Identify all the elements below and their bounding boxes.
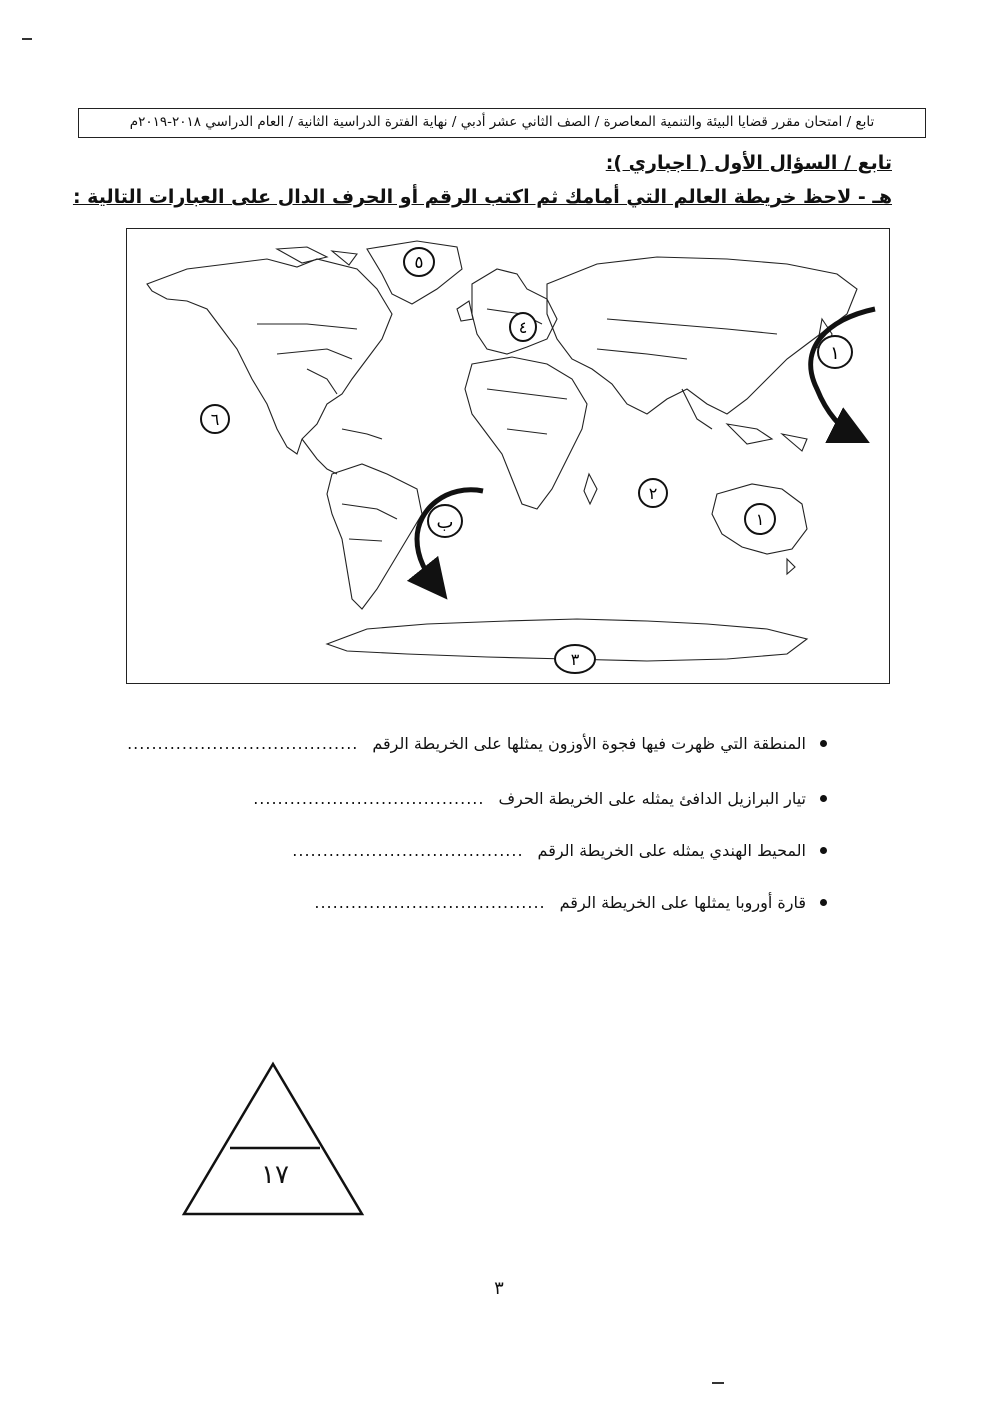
north-america-outline: [147, 259, 392, 454]
bullet-icon: [820, 740, 827, 747]
map-label-5: [404, 248, 434, 276]
answer-blank[interactable]: ......................................: [127, 734, 359, 753]
statement-text: المحيط الهندي يمثله على الخريطة الرقم: [537, 841, 806, 860]
question-title: تابع / السؤال الأول ( اجباري ):: [605, 152, 892, 174]
statement-item: [314, 893, 827, 912]
footer-mark: [712, 1382, 724, 1384]
south-america-outline: [327, 464, 422, 609]
exam-header: [78, 108, 926, 138]
svg-text:٥: ٥: [414, 253, 424, 273]
bullet-icon: [820, 795, 827, 802]
score-triangle: [180, 1060, 366, 1218]
page-number: ٣: [494, 1278, 504, 1299]
answer-blank[interactable]: ......................................: [292, 841, 524, 860]
africa-outline: [465, 357, 587, 509]
world-map: [126, 228, 890, 684]
question-instruction: هـ - لاحظ خريطة العالم التي أمامك ثم اكتب الرقم أو الحرف الدال على العبارات التالية :: [72, 186, 892, 208]
bullet-icon: [820, 899, 827, 906]
exam-header-text: تابع / امتحان مقرر قضايا البيئة والتنمية المعاصرة / الصف الثاني عشر أدبي / نهاية الفترة الدراسية الثانية / العام الدراسي ٢٠١٨-٢٠١٩م: [129, 114, 875, 130]
svg-text:٦: ٦: [210, 410, 220, 429]
svg-text:ب: ب: [436, 512, 454, 533]
statement-text: تيار البرازيل الدافئ يمثله على الخريطة الحرف: [498, 789, 806, 808]
map-label-2: [639, 479, 667, 507]
map-label-3: [555, 645, 595, 673]
score-value: ١٧: [261, 1160, 289, 1190]
map-label-4: [510, 313, 536, 341]
statement-item: [292, 841, 827, 860]
corner-mark: [22, 38, 32, 40]
statement-item: [127, 734, 827, 753]
bullet-icon: [820, 847, 827, 854]
statement-text: المنطقة التي ظهرت فيها فجوة الأوزون يمثلها على الخريطة الرقم: [372, 734, 806, 753]
asia-outline: [547, 257, 857, 414]
map-label-ba: [428, 505, 462, 537]
world-map-drawing: [127, 229, 891, 685]
svg-text:٣: ٣: [570, 650, 580, 669]
answer-blank[interactable]: ......................................: [253, 789, 485, 808]
svg-text:٢: ٢: [648, 484, 658, 503]
svg-text:١: ١: [830, 343, 840, 364]
statement-text: قارة أوروبا يمثلها على الخريطة الرقم: [559, 893, 806, 912]
svg-text:١: ١: [755, 510, 765, 529]
map-label-6: [201, 405, 229, 433]
triangle-icon: [180, 1060, 366, 1218]
svg-text:٤: ٤: [518, 318, 528, 337]
europe-outline: [472, 269, 557, 354]
map-label-1-australia: [745, 504, 775, 534]
answer-blank[interactable]: ......................................: [314, 893, 546, 912]
map-label-1-pacific: [818, 336, 852, 368]
statement-item: [253, 789, 827, 808]
continents: [147, 241, 857, 661]
